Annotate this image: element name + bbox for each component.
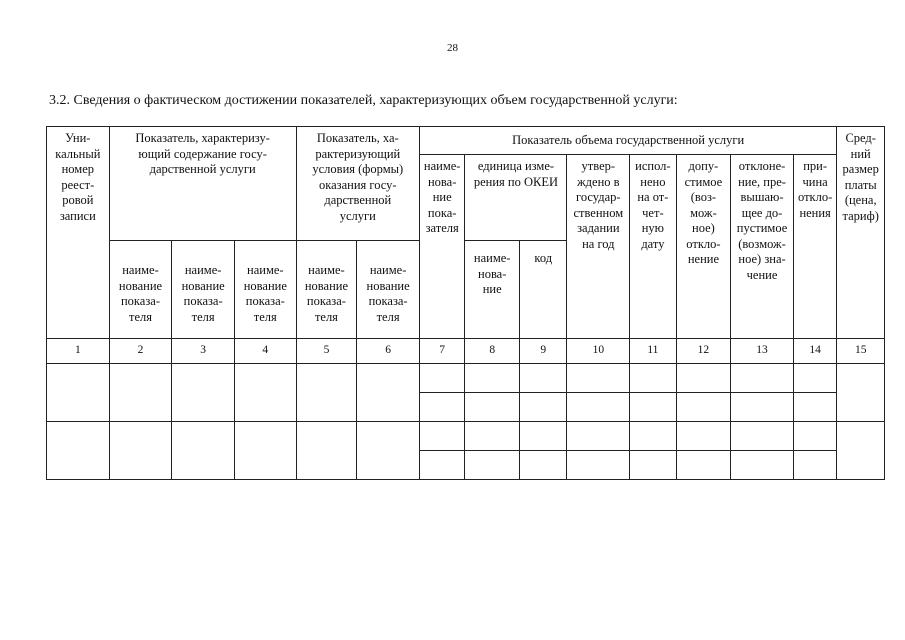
data-cell [731, 422, 794, 451]
column-number: 13 [731, 339, 794, 364]
column-number: 1 [47, 339, 110, 364]
data-cell [419, 451, 464, 480]
data-cell [357, 364, 420, 422]
data-cell [630, 422, 676, 451]
data-cell [630, 451, 676, 480]
data-cell [419, 364, 464, 393]
header-volume-name: наиме- нова- ние пока- зателя [419, 155, 464, 339]
data-cell [519, 422, 567, 451]
data-cell [793, 364, 837, 393]
data-cell [296, 422, 357, 480]
data-cell [567, 393, 630, 422]
header-okei-code: код [519, 241, 567, 339]
data-cell [47, 364, 110, 422]
data-cell [676, 364, 731, 393]
data-cell [519, 364, 567, 393]
data-cell [630, 393, 676, 422]
data-cell [465, 393, 520, 422]
header-approved: утвер- ждено в государ- ственном задании на год [567, 155, 630, 339]
column-number: 2 [109, 339, 172, 364]
data-cell [731, 451, 794, 480]
data-cell [837, 364, 885, 422]
data-cell [837, 422, 885, 480]
header-volume-indicator: Показатель объема государственной услуги [419, 127, 836, 155]
data-cell [234, 364, 296, 422]
section-title: 3.2. Сведения о фактическом достижении показателей, характеризующих объем государственной услуги: [49, 93, 678, 108]
data-cell [109, 364, 172, 422]
data-cell [172, 364, 235, 422]
header-okei-name: наиме- нова- ние [465, 241, 520, 339]
column-number: 15 [837, 339, 885, 364]
table-row [47, 422, 885, 451]
header-indicator-name-3: наиме- нование показа- теля [172, 241, 235, 339]
data-cell [567, 364, 630, 393]
page-number: 28 [447, 42, 458, 54]
data-cell [172, 422, 235, 480]
data-cell [676, 393, 731, 422]
column-number: 9 [519, 339, 567, 364]
data-cell [419, 393, 464, 422]
data-cell [731, 364, 794, 393]
header-executed: испол- нено на от- чет- ную дату [630, 155, 676, 339]
header-indicator-name-6: наиме- нование показа- теля [357, 241, 420, 339]
data-cell [731, 393, 794, 422]
header-exceeding-deviation: отклоне- ние, пре- вышаю- щее до- пустимое (возмож- ное) зна- чение [731, 155, 794, 339]
data-cell [793, 451, 837, 480]
data-cell [419, 422, 464, 451]
data-cell [793, 422, 837, 451]
header-record-number: Уни- кальный номер реест- ровой записи [47, 127, 110, 339]
header-content-indicator: Показатель, характеризу- ющий содержание госу- дарственной услуги [109, 127, 296, 241]
data-cell [519, 393, 567, 422]
header-average-fee: Сред- ний размер платы (цена, тариф) [837, 127, 885, 339]
column-number: 14 [793, 339, 837, 364]
table-row [47, 364, 885, 393]
data-cell [465, 422, 520, 451]
header-allowed-deviation: допу- стимое (воз- мож- ное) откло- нение [676, 155, 731, 339]
column-number-row [47, 339, 885, 364]
column-number: 4 [234, 339, 296, 364]
column-number: 11 [630, 339, 676, 364]
header-indicator-name-5: наиме- нование показа- теля [296, 241, 357, 339]
data-cell [630, 364, 676, 393]
header-indicator-name-2: наиме- нование показа- теля [109, 241, 172, 339]
data-cell [676, 451, 731, 480]
header-indicator-name-4: наиме- нование показа- теля [234, 241, 296, 339]
data-cell [567, 451, 630, 480]
column-number: 12 [676, 339, 731, 364]
data-cell [47, 422, 110, 480]
header-conditions-indicator: Показатель, ха- рактеризующий условия (формы) оказания госу- дарственной услуги [296, 127, 419, 241]
indicator-volume-table [46, 126, 885, 480]
column-number: 5 [296, 339, 357, 364]
column-number: 8 [465, 339, 520, 364]
data-cell [676, 422, 731, 451]
column-number: 3 [172, 339, 235, 364]
data-cell [465, 451, 520, 480]
data-cell [296, 364, 357, 422]
data-cell [793, 393, 837, 422]
column-number: 10 [567, 339, 630, 364]
data-cell [109, 422, 172, 480]
header-deviation-reason: при- чина откло- нения [793, 155, 837, 339]
data-cell [567, 422, 630, 451]
data-cell [357, 422, 420, 480]
header-okei-unit: единица изме- рения по ОКЕИ [465, 155, 567, 241]
column-number: 7 [419, 339, 464, 364]
column-number: 6 [357, 339, 420, 364]
data-cell [465, 364, 520, 393]
data-cell [519, 451, 567, 480]
data-cell [234, 422, 296, 480]
